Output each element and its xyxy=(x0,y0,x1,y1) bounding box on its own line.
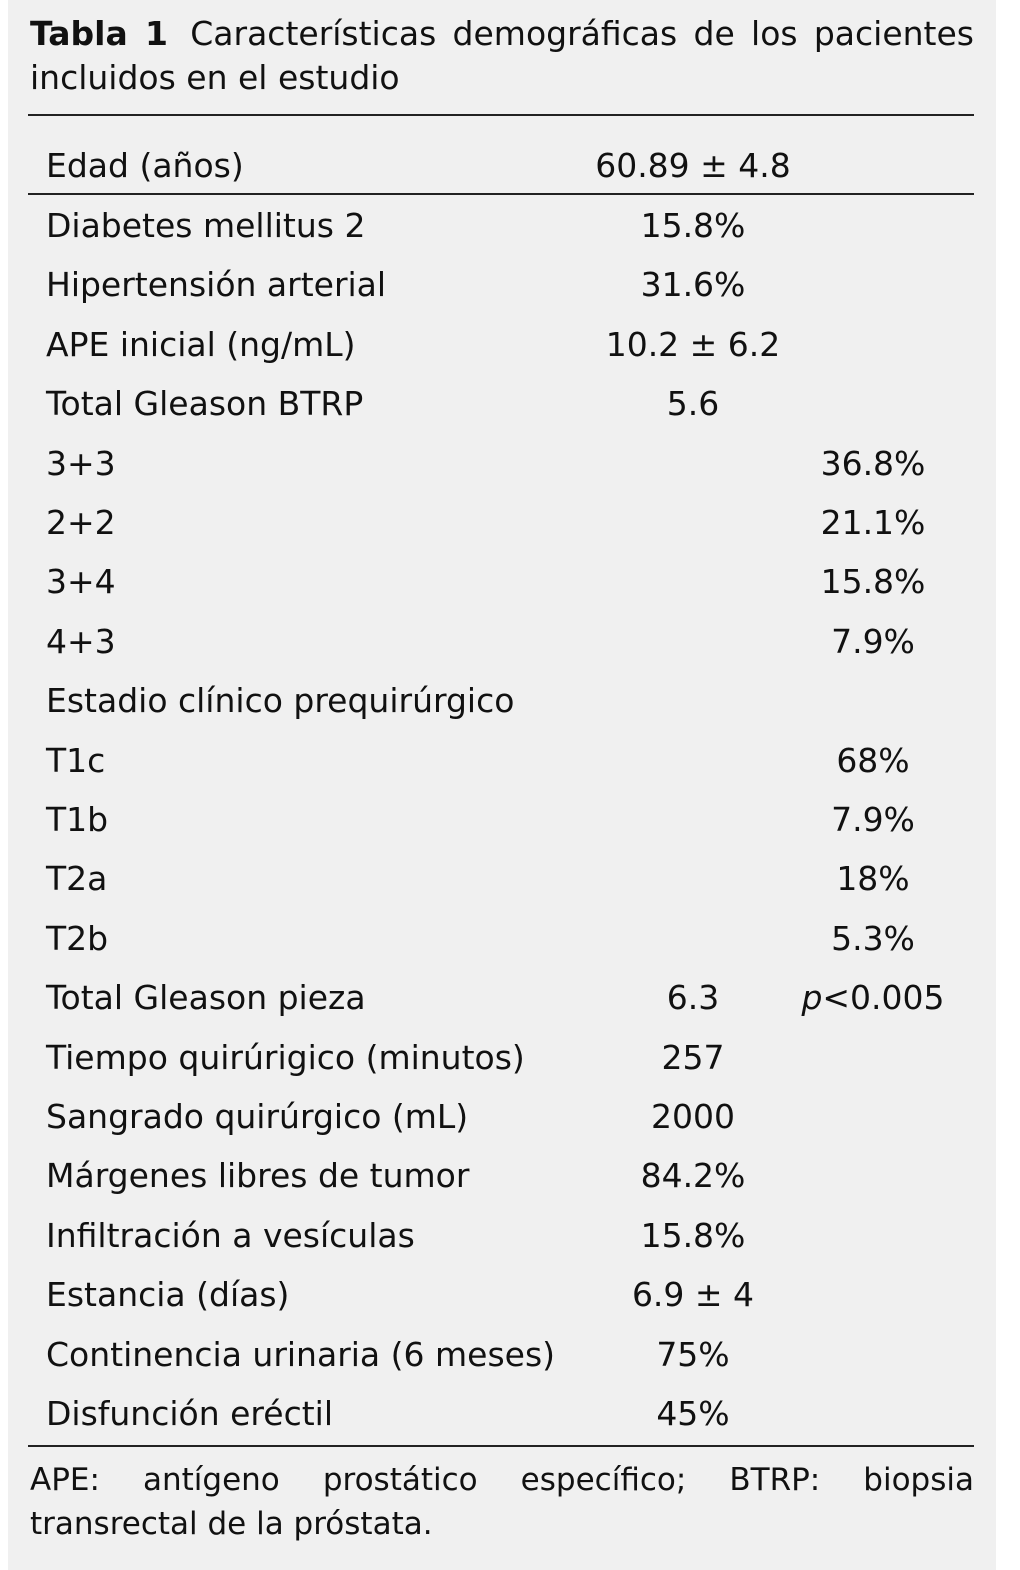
row-percentage xyxy=(798,849,948,909)
row-percentage xyxy=(798,731,948,791)
table-row xyxy=(28,731,974,791)
table-row xyxy=(28,1206,974,1266)
row-value: 257 xyxy=(661,1038,725,1077)
header-row xyxy=(28,136,974,196)
header-rule xyxy=(28,193,974,195)
header-label: Edad (años) xyxy=(46,146,244,185)
row-label: 2+2 xyxy=(46,503,116,542)
row-label: Continencia urinaria (6 meses) xyxy=(46,1335,556,1374)
table-row xyxy=(28,552,974,612)
row-value: 2000 xyxy=(651,1097,735,1136)
row-label: 3+3 xyxy=(46,444,116,483)
row-value: 15.8% xyxy=(640,206,746,245)
row-percentage-text: 7.9% xyxy=(831,800,915,839)
row-label: Sangrado quirúrgico (mL) xyxy=(46,1097,469,1136)
row-percentage xyxy=(798,493,948,553)
row-label: T1b xyxy=(46,800,109,839)
table-row xyxy=(28,374,974,434)
table-row xyxy=(28,1325,974,1385)
table-footnote: APE: antígeno prostático específico; BTRP: biopsia transrectal de la próstata. xyxy=(30,1462,974,1542)
row-label: Márgenes libres de tumor xyxy=(46,1156,470,1195)
table-row xyxy=(28,434,974,494)
row-percentage xyxy=(798,612,948,672)
row-percentage-text: 7.9% xyxy=(831,622,915,661)
p-value-symbol: p xyxy=(801,978,823,1017)
table-row xyxy=(28,255,974,315)
row-percentage xyxy=(798,968,948,1028)
row-percentage xyxy=(798,434,948,494)
table-caption xyxy=(30,12,974,100)
row-label: Hipertensión arterial xyxy=(46,265,387,304)
row-label: Total Gleason pieza xyxy=(46,978,366,1017)
top-rule xyxy=(28,114,974,116)
row-percentage-text: 68% xyxy=(836,741,910,780)
row-label: Infiltración a vesículas xyxy=(46,1216,415,1255)
row-label: T2b xyxy=(46,919,109,958)
table-row xyxy=(28,1028,974,1088)
row-percentage-text: 21.1% xyxy=(820,503,926,542)
row-label: Estancia (días) xyxy=(46,1275,290,1314)
row-value: 84.2% xyxy=(640,1156,746,1195)
row-value: 10.2 ± 6.2 xyxy=(605,325,781,364)
table-row xyxy=(28,1384,974,1444)
row-percentage xyxy=(798,790,948,850)
row-label: 3+4 xyxy=(46,562,116,601)
table-row xyxy=(28,1087,974,1147)
row-label: Disfunción eréctil xyxy=(46,1394,333,1433)
table-row xyxy=(28,315,974,375)
header-value: 60.89 ± 4.8 xyxy=(595,146,791,185)
table-row xyxy=(28,671,974,731)
row-value: 75% xyxy=(656,1335,730,1374)
table-row xyxy=(28,849,974,909)
row-percentage-text: 15.8% xyxy=(820,562,926,601)
row-label: T2a xyxy=(46,859,108,898)
table-row xyxy=(28,909,974,969)
row-value: 15.8% xyxy=(640,1216,746,1255)
row-value: 6.3 xyxy=(666,978,720,1017)
row-percentage xyxy=(798,909,948,969)
row-value: 5.6 xyxy=(666,384,720,423)
row-percentage-text: 5.3% xyxy=(831,919,915,958)
table-row xyxy=(28,196,974,256)
table-row xyxy=(28,1265,974,1325)
row-value: 31.6% xyxy=(640,265,746,304)
row-percentage-text: 18% xyxy=(836,859,910,898)
table-row xyxy=(28,493,974,553)
table-caption-text: Características demográficas de los pacientes incluidos en el estudio xyxy=(30,14,974,97)
row-value: 6.9 ± 4 xyxy=(631,1275,755,1314)
table-row xyxy=(28,612,974,672)
row-label: APE inicial (ng/mL) xyxy=(46,325,356,364)
row-label: Tiempo quirúrigico (minutos) xyxy=(46,1038,525,1077)
row-label: Estadio clínico prequirúrgico xyxy=(46,681,515,720)
row-percentage xyxy=(798,552,948,612)
row-label: 4+3 xyxy=(46,622,116,661)
row-label: T1c xyxy=(46,741,106,780)
row-label: Total Gleason BTRP xyxy=(46,384,364,423)
row-percentage-text: 36.8% xyxy=(820,444,926,483)
table-caption-label: Tabla 1 xyxy=(30,14,168,53)
table-row xyxy=(28,790,974,850)
table-row xyxy=(28,968,974,1028)
row-value: 45% xyxy=(656,1394,730,1433)
row-percentage-text: <0.005 xyxy=(822,978,945,1017)
row-label: Diabetes mellitus 2 xyxy=(46,206,366,245)
table-row xyxy=(28,1146,974,1206)
bottom-rule xyxy=(28,1445,974,1447)
